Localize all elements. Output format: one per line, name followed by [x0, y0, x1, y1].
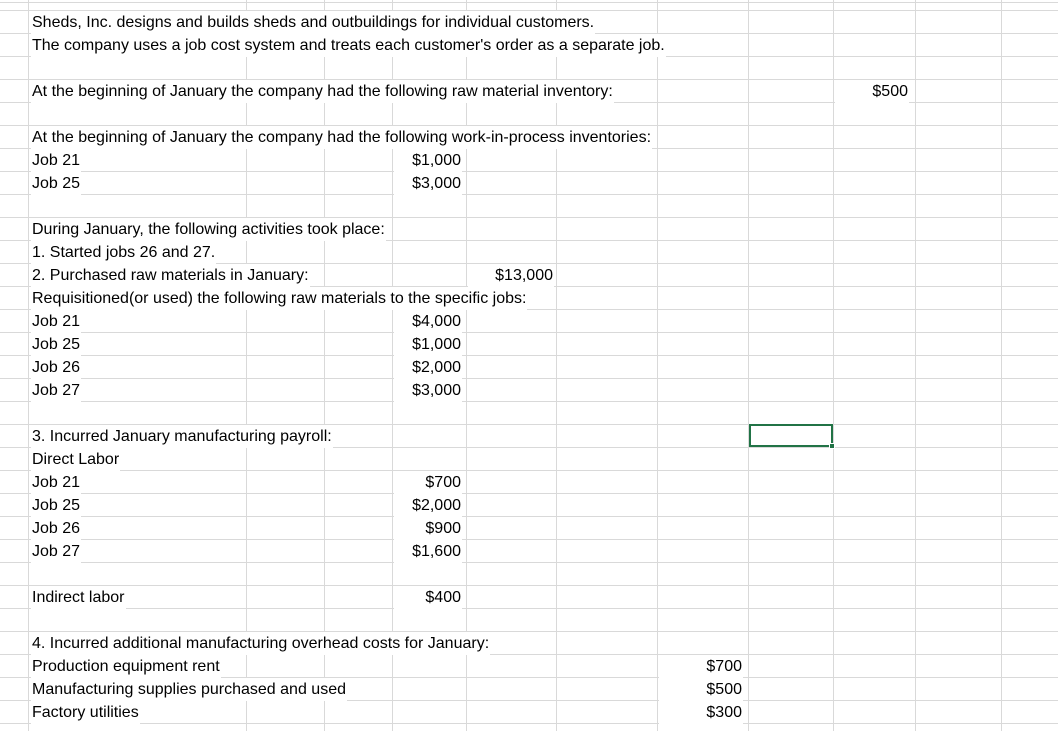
row-text[interactable]: At the beginning of January the company had the following work-in-process inventories:: [31, 126, 652, 149]
row-text[interactable]: Production equipment rent: [31, 655, 221, 678]
row-text[interactable]: Job 25: [31, 494, 81, 517]
row-value[interactable]: $3,000: [394, 172, 462, 195]
row-text[interactable]: Job 27: [31, 379, 81, 402]
gridline: [28, 0, 29, 731]
gridline: [324, 0, 325, 731]
row-text[interactable]: Job 25: [31, 172, 81, 195]
row-text[interactable]: During January, the following activities took place:: [31, 218, 386, 241]
row-text[interactable]: Job 21: [31, 310, 81, 333]
row-text[interactable]: 1. Started jobs 26 and 27.: [31, 241, 216, 264]
gridline: [915, 0, 916, 731]
row-value[interactable]: $3,000: [394, 379, 462, 402]
gridline: [0, 355, 1058, 356]
row-value[interactable]: $2,000: [394, 356, 462, 379]
active-cell-selection[interactable]: [749, 424, 833, 447]
purchased-raw-materials-value[interactable]: $13,000: [468, 264, 554, 287]
row-value[interactable]: $1,600: [394, 540, 462, 563]
gridline: [0, 608, 1058, 609]
gridline: [833, 0, 834, 731]
gridline: [0, 470, 1058, 471]
gridline: [0, 401, 1058, 402]
row-value[interactable]: $4,000: [394, 310, 462, 333]
row-text[interactable]: Job 26: [31, 517, 81, 540]
gridline: [0, 171, 1058, 172]
gridline: [0, 723, 1058, 724]
gridline: [246, 0, 247, 731]
row-text[interactable]: Manufacturing supplies purchased and used: [31, 678, 347, 701]
row-text[interactable]: Factory utilities: [31, 701, 140, 724]
gridline: [0, 493, 1058, 494]
gridline: [556, 0, 557, 731]
row-text[interactable]: The company uses a job cost system and treats each customer's order as a separate job.: [31, 34, 666, 57]
row-value[interactable]: $2,000: [394, 494, 462, 517]
row-text[interactable]: At the beginning of January the company had the following raw material inventory:: [31, 80, 614, 103]
gridline: [0, 332, 1058, 333]
overhead-value[interactable]: $700: [659, 655, 743, 678]
gridline: [0, 585, 1058, 586]
gridline: [748, 0, 749, 731]
row-text[interactable]: Sheds, Inc. designs and builds sheds and outbuildings for individual customers.: [31, 11, 595, 34]
row-value[interactable]: $900: [394, 517, 462, 540]
row-value[interactable]: $400: [394, 586, 462, 609]
row-text[interactable]: Requisitioned(or used) the following raw materials to the specific jobs:: [31, 287, 527, 310]
row-text[interactable]: Direct Labor: [31, 448, 120, 471]
row-text[interactable]: 4. Incurred additional manufacturing overhead costs for January:: [31, 632, 490, 655]
fill-handle[interactable]: [829, 443, 835, 449]
overhead-value[interactable]: $500: [659, 678, 743, 701]
gridline: [0, 378, 1058, 379]
row-text[interactable]: 3. Incurred January manufacturing payroll:: [31, 425, 333, 448]
row-text[interactable]: 2. Purchased raw materials in January:: [31, 264, 310, 287]
row-text[interactable]: Job 21: [31, 471, 81, 494]
row-text[interactable]: Indirect labor: [31, 586, 126, 609]
row-text[interactable]: Job 27: [31, 540, 81, 563]
row-text[interactable]: Job 26: [31, 356, 81, 379]
overhead-value[interactable]: $300: [659, 701, 743, 724]
gridline: [657, 0, 658, 731]
row-text[interactable]: Job 21: [31, 149, 81, 172]
gridline: [0, 562, 1058, 563]
row-text[interactable]: Job 25: [31, 333, 81, 356]
row-value[interactable]: $1,000: [394, 149, 462, 172]
gridline: [466, 0, 467, 731]
gridline: [1001, 0, 1002, 731]
gridline: [0, 539, 1058, 540]
gridline: [0, 516, 1058, 517]
gridline: [392, 0, 393, 731]
gridline: [0, 194, 1058, 195]
row-value[interactable]: $1,000: [394, 333, 462, 356]
row-value[interactable]: $700: [394, 471, 462, 494]
raw-material-inventory-value[interactable]: $500: [835, 80, 909, 103]
